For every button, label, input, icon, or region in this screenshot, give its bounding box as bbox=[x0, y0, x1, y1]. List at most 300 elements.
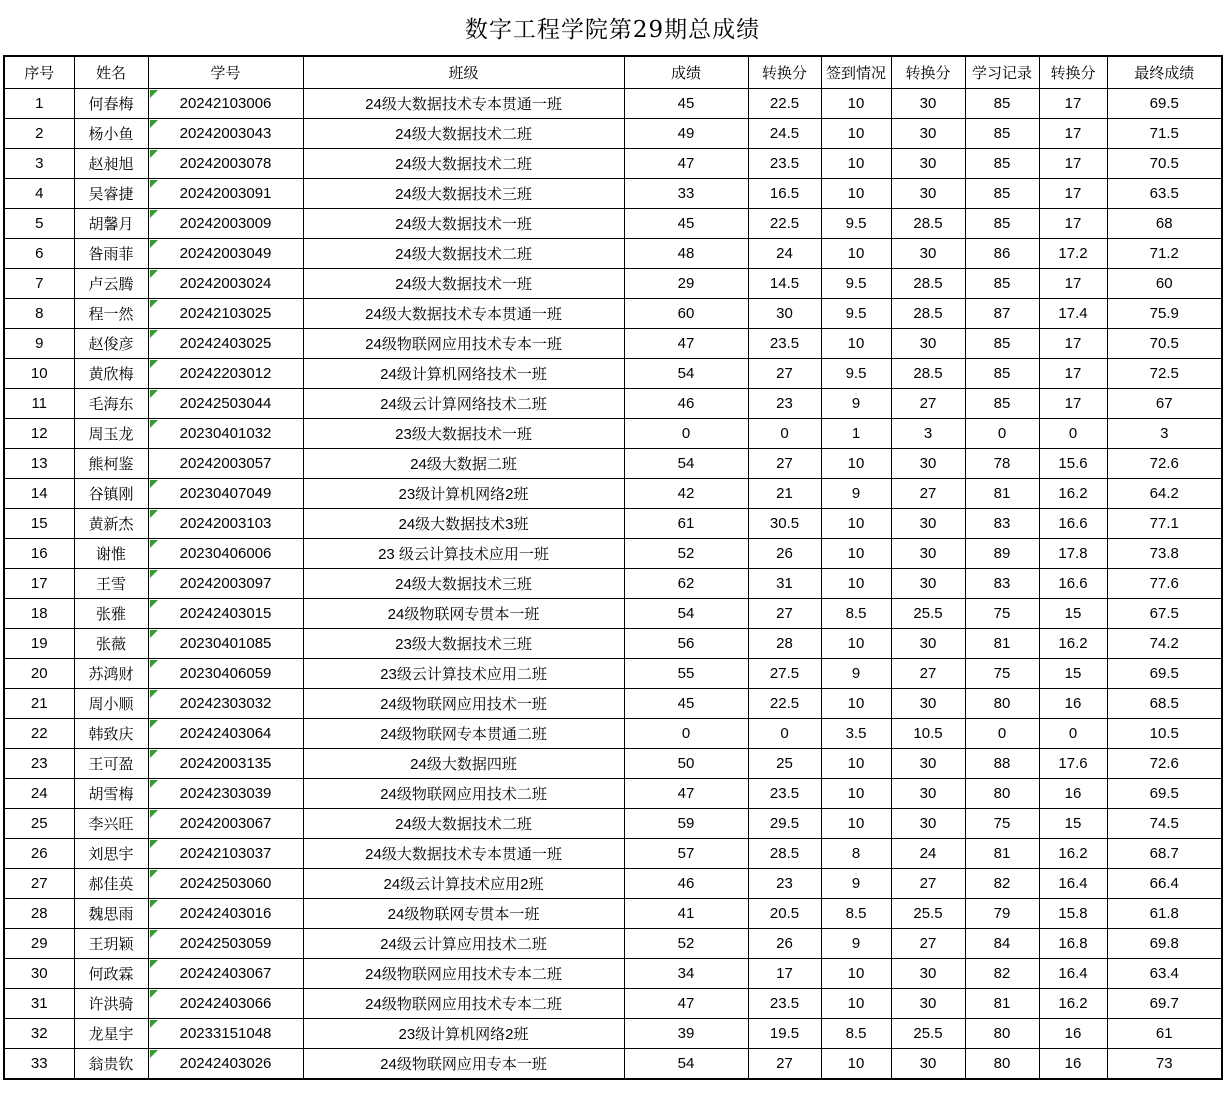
cell-name[interactable]: 毛海东 bbox=[74, 389, 148, 419]
cell-study-record[interactable]: 87 bbox=[965, 299, 1039, 329]
cell-final-score[interactable]: 63.4 bbox=[1107, 959, 1222, 989]
cell-student-id[interactable]: 20230401032 bbox=[148, 419, 303, 449]
cell-name[interactable]: 刘思宇 bbox=[74, 839, 148, 869]
cell-conv-3[interactable]: 16.6 bbox=[1039, 509, 1107, 539]
cell-signin[interactable]: 10 bbox=[821, 89, 891, 119]
cell-final-score[interactable]: 68.5 bbox=[1107, 689, 1222, 719]
cell-score[interactable]: 56 bbox=[624, 629, 748, 659]
cell-final-score[interactable]: 70.5 bbox=[1107, 149, 1222, 179]
cell-conv-1[interactable]: 20.5 bbox=[748, 899, 821, 929]
cell-conv-3[interactable]: 16 bbox=[1039, 1049, 1107, 1080]
cell-signin[interactable]: 10 bbox=[821, 809, 891, 839]
cell-conv-1[interactable]: 23.5 bbox=[748, 779, 821, 809]
cell-name[interactable]: 何春梅 bbox=[74, 89, 148, 119]
cell-no[interactable]: 31 bbox=[4, 989, 74, 1019]
cell-name[interactable]: 王雪 bbox=[74, 569, 148, 599]
cell-class[interactable]: 24级大数据技术三班 bbox=[303, 179, 624, 209]
cell-study-record[interactable]: 82 bbox=[965, 959, 1039, 989]
cell-score[interactable]: 61 bbox=[624, 509, 748, 539]
cell-class[interactable]: 24级物联网应用技术专本二班 bbox=[303, 959, 624, 989]
cell-no[interactable]: 16 bbox=[4, 539, 74, 569]
cell-conv-1[interactable]: 27 bbox=[748, 599, 821, 629]
cell-final-score[interactable]: 69.5 bbox=[1107, 89, 1222, 119]
cell-student-id[interactable]: 20230406059 bbox=[148, 659, 303, 689]
cell-no[interactable]: 20 bbox=[4, 659, 74, 689]
cell-signin[interactable]: 10 bbox=[821, 779, 891, 809]
cell-name[interactable]: 周小顺 bbox=[74, 689, 148, 719]
cell-student-id[interactable]: 20242003009 bbox=[148, 209, 303, 239]
cell-conv-3[interactable]: 16 bbox=[1039, 689, 1107, 719]
cell-conv-2[interactable]: 30 bbox=[891, 569, 965, 599]
cell-conv-3[interactable]: 15 bbox=[1039, 659, 1107, 689]
cell-conv-3[interactable]: 17 bbox=[1039, 359, 1107, 389]
cell-signin[interactable]: 9 bbox=[821, 659, 891, 689]
cell-conv-2[interactable]: 25.5 bbox=[891, 1019, 965, 1049]
cell-study-record[interactable]: 81 bbox=[965, 629, 1039, 659]
cell-conv-2[interactable]: 30 bbox=[891, 119, 965, 149]
cell-conv-1[interactable]: 27 bbox=[748, 1049, 821, 1080]
cell-student-id[interactable]: 20242403064 bbox=[148, 719, 303, 749]
cell-conv-1[interactable]: 27 bbox=[748, 359, 821, 389]
cell-signin[interactable]: 10 bbox=[821, 119, 891, 149]
cell-conv-1[interactable]: 28 bbox=[748, 629, 821, 659]
cell-no[interactable]: 33 bbox=[4, 1049, 74, 1080]
cell-final-score[interactable]: 69.5 bbox=[1107, 659, 1222, 689]
cell-no[interactable]: 23 bbox=[4, 749, 74, 779]
cell-class[interactable]: 24级大数据二班 bbox=[303, 449, 624, 479]
cell-conv-3[interactable]: 17 bbox=[1039, 179, 1107, 209]
cell-final-score[interactable]: 67 bbox=[1107, 389, 1222, 419]
cell-score[interactable]: 60 bbox=[624, 299, 748, 329]
cell-conv-2[interactable]: 30 bbox=[891, 1049, 965, 1080]
cell-final-score[interactable]: 72.5 bbox=[1107, 359, 1222, 389]
cell-conv-2[interactable]: 30 bbox=[891, 449, 965, 479]
cell-final-score[interactable]: 66.4 bbox=[1107, 869, 1222, 899]
cell-conv-2[interactable]: 10.5 bbox=[891, 719, 965, 749]
cell-study-record[interactable]: 80 bbox=[965, 1019, 1039, 1049]
cell-final-score[interactable]: 61.8 bbox=[1107, 899, 1222, 929]
cell-study-record[interactable]: 75 bbox=[965, 659, 1039, 689]
cell-student-id[interactable]: 20242003024 bbox=[148, 269, 303, 299]
cell-conv-1[interactable]: 23 bbox=[748, 869, 821, 899]
cell-name[interactable]: 许洪骑 bbox=[74, 989, 148, 1019]
cell-conv-3[interactable]: 17 bbox=[1039, 269, 1107, 299]
cell-student-id[interactable]: 20242003043 bbox=[148, 119, 303, 149]
cell-conv-3[interactable]: 17 bbox=[1039, 209, 1107, 239]
cell-final-score[interactable]: 67.5 bbox=[1107, 599, 1222, 629]
cell-class[interactable]: 24级大数据技术专本贯通一班 bbox=[303, 839, 624, 869]
cell-study-record[interactable]: 79 bbox=[965, 899, 1039, 929]
cell-no[interactable]: 10 bbox=[4, 359, 74, 389]
cell-student-id[interactable]: 20242003103 bbox=[148, 509, 303, 539]
cell-name[interactable]: 黄欣梅 bbox=[74, 359, 148, 389]
cell-study-record[interactable]: 83 bbox=[965, 509, 1039, 539]
cell-class[interactable]: 24级物联网应用专本一班 bbox=[303, 1049, 624, 1080]
cell-score[interactable]: 48 bbox=[624, 239, 748, 269]
cell-student-id[interactable]: 20242403066 bbox=[148, 989, 303, 1019]
cell-conv-2[interactable]: 30 bbox=[891, 779, 965, 809]
header-signin[interactable]: 签到情况 bbox=[821, 56, 891, 89]
cell-final-score[interactable]: 68.7 bbox=[1107, 839, 1222, 869]
cell-signin[interactable]: 9.5 bbox=[821, 209, 891, 239]
cell-class[interactable]: 24级物联网应用技术专本一班 bbox=[303, 329, 624, 359]
cell-final-score[interactable]: 61 bbox=[1107, 1019, 1222, 1049]
cell-study-record[interactable]: 85 bbox=[965, 149, 1039, 179]
cell-final-score[interactable]: 75.9 bbox=[1107, 299, 1222, 329]
cell-conv-1[interactable]: 30 bbox=[748, 299, 821, 329]
cell-conv-1[interactable]: 22.5 bbox=[748, 209, 821, 239]
cell-name[interactable]: 谢惟 bbox=[74, 539, 148, 569]
cell-name[interactable]: 张雅 bbox=[74, 599, 148, 629]
cell-name[interactable]: 韩致庆 bbox=[74, 719, 148, 749]
cell-name[interactable]: 杨小鱼 bbox=[74, 119, 148, 149]
cell-conv-3[interactable]: 16.4 bbox=[1039, 869, 1107, 899]
cell-final-score[interactable]: 77.1 bbox=[1107, 509, 1222, 539]
cell-study-record[interactable]: 85 bbox=[965, 89, 1039, 119]
cell-study-record[interactable]: 0 bbox=[965, 419, 1039, 449]
cell-score[interactable]: 45 bbox=[624, 689, 748, 719]
cell-no[interactable]: 28 bbox=[4, 899, 74, 929]
cell-signin[interactable]: 9.5 bbox=[821, 359, 891, 389]
cell-conv-2[interactable]: 30 bbox=[891, 539, 965, 569]
cell-score[interactable]: 42 bbox=[624, 479, 748, 509]
cell-signin[interactable]: 10 bbox=[821, 1049, 891, 1080]
cell-class[interactable]: 24级物联网专本贯通二班 bbox=[303, 719, 624, 749]
cell-name[interactable]: 王玥颖 bbox=[74, 929, 148, 959]
cell-score[interactable]: 52 bbox=[624, 929, 748, 959]
cell-score[interactable]: 47 bbox=[624, 149, 748, 179]
cell-conv-3[interactable]: 16.6 bbox=[1039, 569, 1107, 599]
cell-study-record[interactable]: 81 bbox=[965, 989, 1039, 1019]
cell-score[interactable]: 49 bbox=[624, 119, 748, 149]
cell-class[interactable]: 24级物联网应用技术专本二班 bbox=[303, 989, 624, 1019]
cell-no[interactable]: 29 bbox=[4, 929, 74, 959]
cell-conv-2[interactable]: 28.5 bbox=[891, 299, 965, 329]
cell-study-record[interactable]: 80 bbox=[965, 779, 1039, 809]
cell-conv-3[interactable]: 15 bbox=[1039, 599, 1107, 629]
cell-class[interactable]: 24级大数据技术专本贯通一班 bbox=[303, 299, 624, 329]
cell-class[interactable]: 24级大数据四班 bbox=[303, 749, 624, 779]
cell-signin[interactable]: 9 bbox=[821, 389, 891, 419]
cell-signin[interactable]: 10 bbox=[821, 509, 891, 539]
cell-study-record[interactable]: 84 bbox=[965, 929, 1039, 959]
header-final-score[interactable]: 最终成绩 bbox=[1107, 56, 1222, 89]
cell-conv-2[interactable]: 28.5 bbox=[891, 209, 965, 239]
cell-conv-2[interactable]: 27 bbox=[891, 389, 965, 419]
cell-name[interactable]: 程一然 bbox=[74, 299, 148, 329]
cell-class[interactable]: 24级大数据技术三班 bbox=[303, 569, 624, 599]
cell-class[interactable]: 24级大数据技术一班 bbox=[303, 209, 624, 239]
cell-score[interactable]: 47 bbox=[624, 329, 748, 359]
cell-final-score[interactable]: 69.8 bbox=[1107, 929, 1222, 959]
cell-conv-2[interactable]: 30 bbox=[891, 959, 965, 989]
cell-score[interactable]: 39 bbox=[624, 1019, 748, 1049]
header-no[interactable]: 序号 bbox=[4, 56, 74, 89]
cell-conv-3[interactable]: 17.4 bbox=[1039, 299, 1107, 329]
cell-signin[interactable]: 10 bbox=[821, 989, 891, 1019]
cell-name[interactable]: 昝雨菲 bbox=[74, 239, 148, 269]
cell-student-id[interactable]: 20242403026 bbox=[148, 1049, 303, 1080]
cell-conv-1[interactable]: 17 bbox=[748, 959, 821, 989]
cell-student-id[interactable]: 20230406006 bbox=[148, 539, 303, 569]
cell-conv-2[interactable]: 28.5 bbox=[891, 359, 965, 389]
cell-no[interactable]: 8 bbox=[4, 299, 74, 329]
cell-final-score[interactable]: 69.7 bbox=[1107, 989, 1222, 1019]
cell-score[interactable]: 50 bbox=[624, 749, 748, 779]
cell-student-id[interactable]: 20242403016 bbox=[148, 899, 303, 929]
cell-study-record[interactable]: 75 bbox=[965, 599, 1039, 629]
cell-conv-3[interactable]: 16.2 bbox=[1039, 479, 1107, 509]
cell-final-score[interactable]: 71.2 bbox=[1107, 239, 1222, 269]
cell-no[interactable]: 27 bbox=[4, 869, 74, 899]
cell-student-id[interactable]: 20242003097 bbox=[148, 569, 303, 599]
cell-score[interactable]: 46 bbox=[624, 869, 748, 899]
cell-study-record[interactable]: 78 bbox=[965, 449, 1039, 479]
cell-class[interactable]: 24级物联网专贯本一班 bbox=[303, 899, 624, 929]
cell-signin[interactable]: 10 bbox=[821, 329, 891, 359]
cell-final-score[interactable]: 68 bbox=[1107, 209, 1222, 239]
cell-no[interactable]: 12 bbox=[4, 419, 74, 449]
cell-study-record[interactable]: 88 bbox=[965, 749, 1039, 779]
cell-signin[interactable]: 9.5 bbox=[821, 269, 891, 299]
cell-no[interactable]: 21 bbox=[4, 689, 74, 719]
cell-score[interactable]: 29 bbox=[624, 269, 748, 299]
cell-student-id[interactable]: 20242503060 bbox=[148, 869, 303, 899]
cell-study-record[interactable]: 85 bbox=[965, 179, 1039, 209]
cell-no[interactable]: 24 bbox=[4, 779, 74, 809]
cell-no[interactable]: 9 bbox=[4, 329, 74, 359]
cell-conv-3[interactable]: 17.8 bbox=[1039, 539, 1107, 569]
cell-signin[interactable]: 10 bbox=[821, 569, 891, 599]
cell-conv-1[interactable]: 27 bbox=[748, 449, 821, 479]
cell-study-record[interactable]: 81 bbox=[965, 479, 1039, 509]
cell-conv-1[interactable]: 24 bbox=[748, 239, 821, 269]
cell-student-id[interactable]: 20242003057 bbox=[148, 449, 303, 479]
cell-name[interactable]: 郝佳英 bbox=[74, 869, 148, 899]
cell-score[interactable]: 57 bbox=[624, 839, 748, 869]
cell-study-record[interactable]: 85 bbox=[965, 119, 1039, 149]
cell-signin[interactable]: 10 bbox=[821, 749, 891, 779]
cell-no[interactable]: 13 bbox=[4, 449, 74, 479]
cell-name[interactable]: 赵昶旭 bbox=[74, 149, 148, 179]
cell-conv-1[interactable]: 23 bbox=[748, 389, 821, 419]
cell-study-record[interactable]: 80 bbox=[965, 689, 1039, 719]
cell-class[interactable]: 23 级云计算技术应用一班 bbox=[303, 539, 624, 569]
cell-student-id[interactable]: 20242003091 bbox=[148, 179, 303, 209]
header-conv-1[interactable]: 转换分 bbox=[748, 56, 821, 89]
cell-score[interactable]: 0 bbox=[624, 419, 748, 449]
cell-conv-3[interactable]: 0 bbox=[1039, 419, 1107, 449]
cell-class[interactable]: 24级大数据技术专本贯通一班 bbox=[303, 89, 624, 119]
cell-signin[interactable]: 10 bbox=[821, 179, 891, 209]
cell-conv-2[interactable]: 27 bbox=[891, 869, 965, 899]
cell-score[interactable]: 41 bbox=[624, 899, 748, 929]
cell-student-id[interactable]: 20242203012 bbox=[148, 359, 303, 389]
cell-study-record[interactable]: 80 bbox=[965, 1049, 1039, 1080]
header-name[interactable]: 姓名 bbox=[74, 56, 148, 89]
cell-conv-3[interactable]: 16.2 bbox=[1039, 989, 1107, 1019]
cell-conv-2[interactable]: 25.5 bbox=[891, 599, 965, 629]
cell-student-id[interactable]: 20230401085 bbox=[148, 629, 303, 659]
cell-conv-3[interactable]: 16.2 bbox=[1039, 839, 1107, 869]
cell-signin[interactable]: 10 bbox=[821, 959, 891, 989]
cell-conv-3[interactable]: 17 bbox=[1039, 89, 1107, 119]
cell-class[interactable]: 23级大数据技术三班 bbox=[303, 629, 624, 659]
cell-conv-2[interactable]: 30 bbox=[891, 239, 965, 269]
cell-name[interactable]: 熊柯鉴 bbox=[74, 449, 148, 479]
cell-name[interactable]: 龙星宇 bbox=[74, 1019, 148, 1049]
cell-no[interactable]: 4 bbox=[4, 179, 74, 209]
cell-conv-2[interactable]: 24 bbox=[891, 839, 965, 869]
cell-name[interactable]: 王可盈 bbox=[74, 749, 148, 779]
cell-conv-1[interactable]: 30.5 bbox=[748, 509, 821, 539]
cell-conv-1[interactable]: 23.5 bbox=[748, 149, 821, 179]
cell-class[interactable]: 24级云计算网络技术二班 bbox=[303, 389, 624, 419]
cell-score[interactable]: 54 bbox=[624, 359, 748, 389]
cell-final-score[interactable]: 10.5 bbox=[1107, 719, 1222, 749]
cell-score[interactable]: 34 bbox=[624, 959, 748, 989]
cell-student-id[interactable]: 20242303032 bbox=[148, 689, 303, 719]
cell-conv-3[interactable]: 16.2 bbox=[1039, 629, 1107, 659]
cell-student-id[interactable]: 20242403025 bbox=[148, 329, 303, 359]
cell-no[interactable]: 32 bbox=[4, 1019, 74, 1049]
cell-name[interactable]: 胡雪梅 bbox=[74, 779, 148, 809]
cell-no[interactable]: 26 bbox=[4, 839, 74, 869]
cell-conv-1[interactable]: 29.5 bbox=[748, 809, 821, 839]
cell-conv-3[interactable]: 16.8 bbox=[1039, 929, 1107, 959]
cell-conv-2[interactable]: 28.5 bbox=[891, 269, 965, 299]
cell-score[interactable]: 46 bbox=[624, 389, 748, 419]
cell-final-score[interactable]: 73.8 bbox=[1107, 539, 1222, 569]
cell-final-score[interactable]: 3 bbox=[1107, 419, 1222, 449]
cell-conv-1[interactable]: 22.5 bbox=[748, 89, 821, 119]
header-conv-2[interactable]: 转换分 bbox=[891, 56, 965, 89]
cell-class[interactable]: 24级物联网应用技术二班 bbox=[303, 779, 624, 809]
cell-conv-2[interactable]: 3 bbox=[891, 419, 965, 449]
cell-conv-2[interactable]: 30 bbox=[891, 509, 965, 539]
cell-class[interactable]: 24级大数据技术二班 bbox=[303, 239, 624, 269]
cell-score[interactable]: 52 bbox=[624, 539, 748, 569]
cell-conv-1[interactable]: 26 bbox=[748, 539, 821, 569]
cell-student-id[interactable]: 20242403015 bbox=[148, 599, 303, 629]
cell-conv-1[interactable]: 16.5 bbox=[748, 179, 821, 209]
cell-study-record[interactable]: 85 bbox=[965, 209, 1039, 239]
cell-final-score[interactable]: 74.2 bbox=[1107, 629, 1222, 659]
cell-student-id[interactable]: 20242103037 bbox=[148, 839, 303, 869]
cell-conv-1[interactable]: 23.5 bbox=[748, 329, 821, 359]
cell-name[interactable]: 黄新杰 bbox=[74, 509, 148, 539]
cell-name[interactable]: 翁贵钦 bbox=[74, 1049, 148, 1080]
cell-score[interactable]: 0 bbox=[624, 719, 748, 749]
cell-conv-1[interactable]: 27.5 bbox=[748, 659, 821, 689]
cell-score[interactable]: 62 bbox=[624, 569, 748, 599]
cell-student-id[interactable]: 20233151048 bbox=[148, 1019, 303, 1049]
cell-final-score[interactable]: 70.5 bbox=[1107, 329, 1222, 359]
cell-study-record[interactable]: 82 bbox=[965, 869, 1039, 899]
cell-class[interactable]: 24级云计算技术应用2班 bbox=[303, 869, 624, 899]
cell-class[interactable]: 23级大数据技术一班 bbox=[303, 419, 624, 449]
cell-student-id[interactable]: 20242403067 bbox=[148, 959, 303, 989]
cell-no[interactable]: 1 bbox=[4, 89, 74, 119]
cell-conv-1[interactable]: 0 bbox=[748, 419, 821, 449]
cell-signin[interactable]: 10 bbox=[821, 539, 891, 569]
cell-conv-2[interactable]: 30 bbox=[891, 989, 965, 1019]
cell-no[interactable]: 3 bbox=[4, 149, 74, 179]
cell-student-id[interactable]: 20242003135 bbox=[148, 749, 303, 779]
cell-class[interactable]: 24级大数据技术二班 bbox=[303, 809, 624, 839]
cell-no[interactable]: 25 bbox=[4, 809, 74, 839]
cell-student-id[interactable]: 20242503044 bbox=[148, 389, 303, 419]
cell-student-id[interactable]: 20242503059 bbox=[148, 929, 303, 959]
cell-score[interactable]: 54 bbox=[624, 1049, 748, 1080]
cell-signin[interactable]: 9.5 bbox=[821, 299, 891, 329]
cell-conv-1[interactable]: 26 bbox=[748, 929, 821, 959]
cell-no[interactable]: 19 bbox=[4, 629, 74, 659]
cell-signin[interactable]: 10 bbox=[821, 149, 891, 179]
cell-name[interactable]: 谷镇刚 bbox=[74, 479, 148, 509]
cell-final-score[interactable]: 63.5 bbox=[1107, 179, 1222, 209]
cell-no[interactable]: 5 bbox=[4, 209, 74, 239]
cell-study-record[interactable]: 85 bbox=[965, 389, 1039, 419]
cell-name[interactable]: 苏鸿财 bbox=[74, 659, 148, 689]
cell-conv-2[interactable]: 30 bbox=[891, 749, 965, 779]
cell-name[interactable]: 魏思雨 bbox=[74, 899, 148, 929]
cell-signin[interactable]: 9 bbox=[821, 479, 891, 509]
cell-no[interactable]: 2 bbox=[4, 119, 74, 149]
cell-conv-3[interactable]: 16 bbox=[1039, 779, 1107, 809]
cell-no[interactable]: 22 bbox=[4, 719, 74, 749]
cell-study-record[interactable]: 85 bbox=[965, 359, 1039, 389]
cell-score[interactable]: 47 bbox=[624, 989, 748, 1019]
cell-conv-2[interactable]: 25.5 bbox=[891, 899, 965, 929]
cell-student-id[interactable]: 20230407049 bbox=[148, 479, 303, 509]
cell-conv-1[interactable]: 22.5 bbox=[748, 689, 821, 719]
cell-conv-3[interactable]: 16.4 bbox=[1039, 959, 1107, 989]
header-study-record[interactable]: 学习记录 bbox=[965, 56, 1039, 89]
cell-study-record[interactable]: 83 bbox=[965, 569, 1039, 599]
cell-student-id[interactable]: 20242303039 bbox=[148, 779, 303, 809]
cell-conv-2[interactable]: 30 bbox=[891, 179, 965, 209]
cell-conv-3[interactable]: 17 bbox=[1039, 149, 1107, 179]
cell-score[interactable]: 54 bbox=[624, 599, 748, 629]
cell-final-score[interactable]: 72.6 bbox=[1107, 449, 1222, 479]
cell-study-record[interactable]: 89 bbox=[965, 539, 1039, 569]
cell-conv-1[interactable]: 23.5 bbox=[748, 989, 821, 1019]
cell-class[interactable]: 23级云计算技术应用二班 bbox=[303, 659, 624, 689]
cell-final-score[interactable]: 60 bbox=[1107, 269, 1222, 299]
cell-conv-2[interactable]: 30 bbox=[891, 149, 965, 179]
cell-class[interactable]: 24级物联网应用技术一班 bbox=[303, 689, 624, 719]
cell-score[interactable]: 45 bbox=[624, 209, 748, 239]
cell-conv-2[interactable]: 27 bbox=[891, 929, 965, 959]
cell-class[interactable]: 24级物联网专贯本一班 bbox=[303, 599, 624, 629]
cell-score[interactable]: 47 bbox=[624, 779, 748, 809]
cell-signin[interactable]: 8.5 bbox=[821, 599, 891, 629]
cell-score[interactable]: 33 bbox=[624, 179, 748, 209]
cell-class[interactable]: 23级计算机网络2班 bbox=[303, 479, 624, 509]
cell-name[interactable]: 卢云腾 bbox=[74, 269, 148, 299]
cell-conv-2[interactable]: 30 bbox=[891, 809, 965, 839]
header-class[interactable]: 班级 bbox=[303, 56, 624, 89]
cell-study-record[interactable]: 75 bbox=[965, 809, 1039, 839]
cell-conv-2[interactable]: 30 bbox=[891, 329, 965, 359]
cell-name[interactable]: 胡馨月 bbox=[74, 209, 148, 239]
header-student-id[interactable]: 学号 bbox=[148, 56, 303, 89]
cell-conv-3[interactable]: 16 bbox=[1039, 1019, 1107, 1049]
cell-conv-3[interactable]: 15 bbox=[1039, 809, 1107, 839]
cell-final-score[interactable]: 72.6 bbox=[1107, 749, 1222, 779]
cell-final-score[interactable]: 69.5 bbox=[1107, 779, 1222, 809]
